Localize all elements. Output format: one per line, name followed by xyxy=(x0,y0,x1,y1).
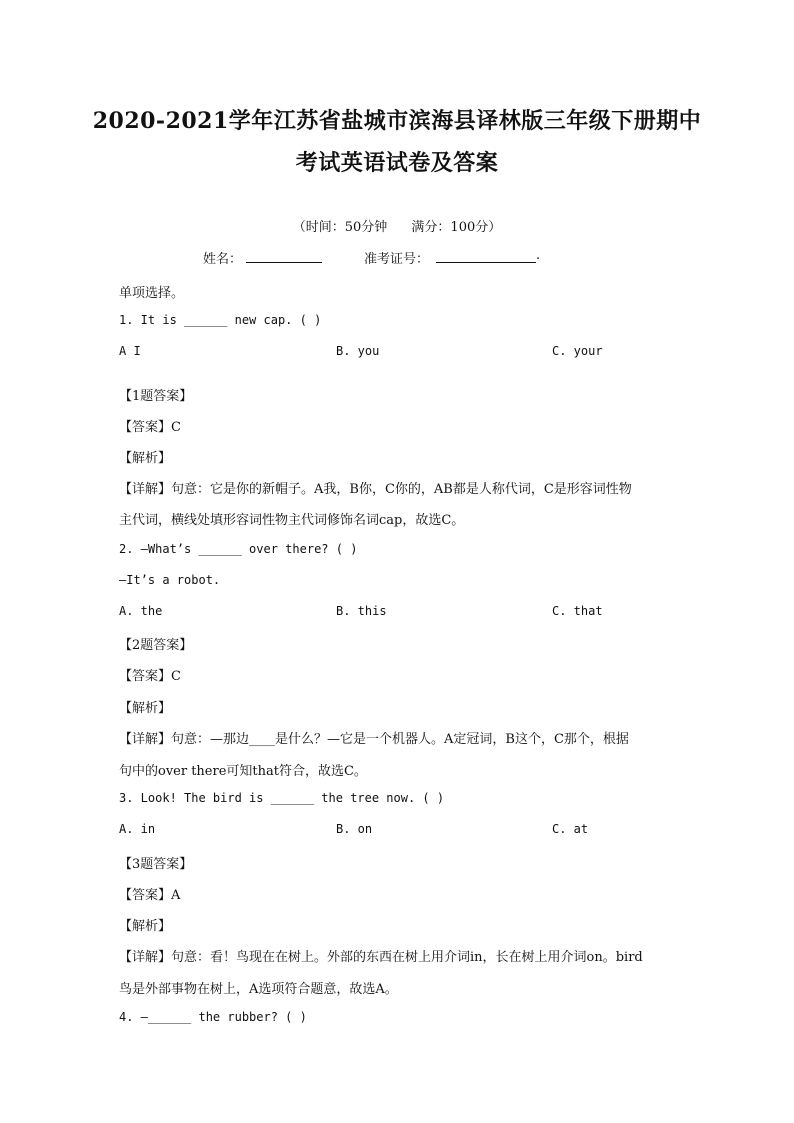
q1-analysis-label: 【解析】 xyxy=(119,451,172,466)
q3-detail-line1: 【详解】句意：看！鸟现在在树上。外部的东西在树上用介词in，长在树上用介词on。bird xyxy=(119,950,643,965)
q2-analysis-label: 【解析】 xyxy=(119,701,172,716)
page-title-line1: 2020-2021学年江苏省盐城市滨海县译林版三年级下册期中 xyxy=(92,108,702,134)
name-label: 姓名： xyxy=(203,252,243,267)
q3-option-b: B. on xyxy=(336,822,373,836)
q3-option-c: C. at xyxy=(552,822,589,836)
q2-option-a: A. the xyxy=(119,604,163,618)
full-score: 满分：100分） xyxy=(411,220,502,235)
q3-option-a: A. in xyxy=(119,822,156,836)
question-2-stem: 2. —What’s ______ over there? ( ) xyxy=(119,542,358,556)
question-1-stem: 1. It is ______ new cap. ( ) xyxy=(119,313,322,327)
q2-detail-line1: 【详解】句意：—那边____是什么？—它是一个机器人。A定冠词，B这个，C那个，根据 xyxy=(119,732,629,747)
q1-option-b: B. you xyxy=(336,344,380,358)
exam-no-field[interactable] xyxy=(436,248,536,263)
name-field[interactable] xyxy=(246,248,322,263)
q2-detail-line2: 句中的over there可知that符合，故选C。 xyxy=(119,764,367,779)
exam-no-tail: . xyxy=(536,248,541,263)
q3-analysis-label: 【解析】 xyxy=(119,919,172,934)
question-3-stem: 3. Look! The bird is ______ the tree now. ( ) xyxy=(119,791,445,805)
q3-detail-line2: 鸟是外部事物在树上，A选项符合题意，故选A。 xyxy=(119,982,398,997)
q1-detail-line2: 主代词，横线处填形容词性物主代词修饰名词cap，故选C。 xyxy=(119,513,465,528)
q1-option-a: A I xyxy=(119,344,141,358)
q3-answer-title: 【3题答案】 xyxy=(119,857,193,872)
q1-detail-line1: 【详解】句意：它是你的新帽子。A我，B你，C你的，AB都是人称代词，C是形容词性物 xyxy=(119,482,632,497)
q2-answer: 【答案】C xyxy=(119,669,181,684)
q2-answer-title: 【2题答案】 xyxy=(119,638,193,653)
q3-answer: 【答案】A xyxy=(119,888,181,903)
q1-answer-title: 【1题答案】 xyxy=(119,389,193,404)
exam-meta xyxy=(0,216,794,235)
q1-answer: 【答案】C xyxy=(119,420,181,435)
exam-no-label: 准考证号： xyxy=(364,252,430,267)
time-limit: （时间：50分钟 xyxy=(292,220,388,235)
question-2-reply: —It’s a robot. xyxy=(119,573,221,587)
section-heading: 单项选择。 xyxy=(119,286,185,301)
q2-option-c: C. that xyxy=(552,604,603,618)
q2-option-b: B. this xyxy=(336,604,387,618)
page-title-line2: 考试英语试卷及答案 xyxy=(295,150,499,176)
question-4-stem: 4. —______ the rubber? ( ) xyxy=(119,1010,307,1024)
q1-option-c: C. your xyxy=(552,344,603,358)
